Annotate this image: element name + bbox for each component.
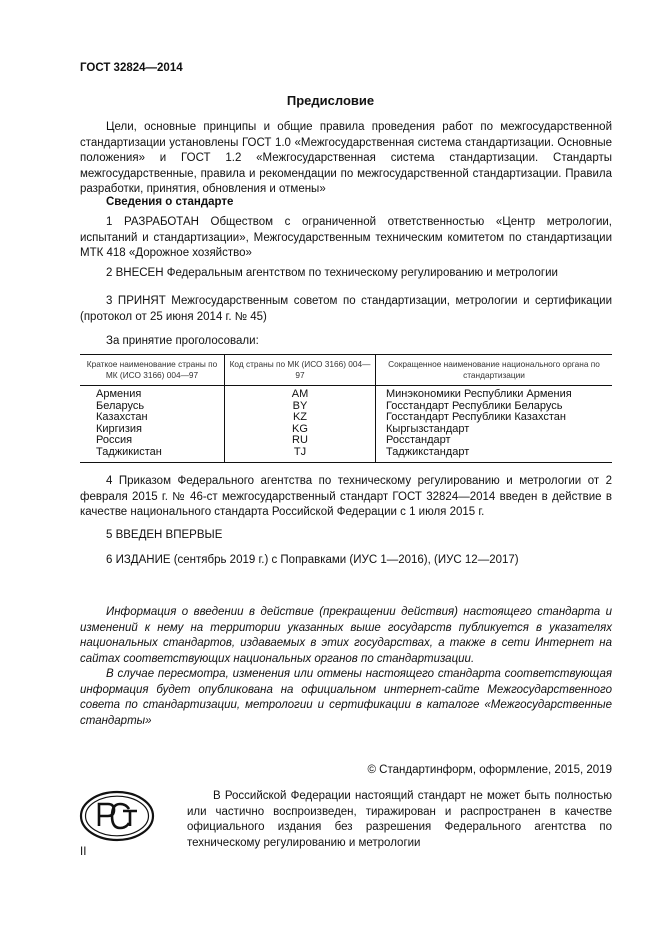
rst-logo-icon bbox=[79, 790, 155, 842]
cell-organ: Госстандарт Республики Казахстан bbox=[386, 411, 566, 424]
cell-organ: Таджикстандарт bbox=[376, 447, 613, 462]
publication-info-box bbox=[80, 605, 612, 729]
cell-organ: Госстандарт Республики Беларусь bbox=[386, 399, 563, 412]
cell-code: TJ bbox=[225, 447, 376, 462]
cell-code: KG bbox=[225, 424, 376, 436]
page-number: II bbox=[80, 846, 87, 858]
cell-code: KZ bbox=[225, 412, 376, 424]
cell-organ: Минэкономики Республики Армения bbox=[386, 388, 572, 400]
col-header-code: Код страны по МК (ИСО 3166) 004—97 bbox=[225, 355, 376, 386]
info-heading: Сведения о стандарте bbox=[106, 196, 234, 208]
cell-country: Таджикистан bbox=[80, 447, 225, 462]
document-header: ГОСТ 32824—2014 bbox=[80, 62, 183, 74]
col-header-country: Краткое наименование страны по МК (ИСО 3166) 004—97 bbox=[80, 355, 225, 386]
item-3-adopted: 3 ПРИНЯТ Межгосударственным советом по стандартизации, метрологии и сертификации (протокол от 25 июня 2014 г. № 45) bbox=[80, 295, 612, 323]
item-2-introduced: 2 ВНЕСЕН Федеральным агентством по техническому регулированию и метрологии bbox=[106, 267, 558, 279]
cell-country: Россия bbox=[80, 435, 225, 447]
publication-info-1: Информация о введении в действие (прекращении действия) настоящего стандарта и изменений к нему на территории указанных выше государств публикуется в указателях национальных стандартов, издаваемых в этих государствах, а также в сети Интернет на сайтах соответствующих национальных органов по стандартизации. bbox=[80, 606, 612, 665]
col-header-organ: Сокращенное наименование национального органа по стандартизации bbox=[376, 355, 613, 386]
cell-organ: Кыргызстандарт bbox=[386, 422, 470, 435]
item-5-first: 5 ВВЕДЕН ВПЕРВЫЕ bbox=[106, 529, 223, 541]
cell-code: BY bbox=[225, 401, 376, 413]
cell-country: Киргизия bbox=[80, 424, 225, 436]
cell-country: Армения bbox=[80, 386, 225, 401]
cell-code: AM bbox=[225, 386, 376, 401]
cell-code: RU bbox=[225, 435, 376, 447]
item-1-developed: 1 РАЗРАБОТАН Обществом с ограниченной ответственностью «Центр метрологии, испытаний и стандартизации», Межгосударственным техническим комитетом по стандартизации МТК 418 «Дорожное хозяйство» bbox=[80, 216, 612, 259]
table-header-row bbox=[80, 355, 612, 386]
voted-label: За принятие проголосовали: bbox=[106, 335, 259, 347]
table-row bbox=[80, 447, 612, 462]
cell-country: Беларусь bbox=[80, 401, 225, 413]
table-row bbox=[80, 424, 612, 436]
reproduction-notice: В Российской Федерации настоящий стандарт не может быть полностью или частично воспроизведен, тиражирован и распространен в качестве официального издания без разрешения Федерального агентства по техническому регулированию и метрологии bbox=[187, 790, 612, 849]
publication-info-2: В случае пересмотра, изменения или отмены настоящего стандарта соответствующая информация будет опубликована на официальном интернет-сайте Межгосударственного совета по стандартизации, метрологии и сертификации в каталоге «Межгосударственные стандарты» bbox=[80, 668, 612, 727]
item-6-edition: 6 ИЗДАНИЕ (сентябрь 2019 г.) с Поправками (ИУС 1—2016), (ИУС 12—2017) bbox=[106, 554, 519, 566]
cell-organ: Росстандарт bbox=[386, 434, 451, 447]
copyright-line: © Стандартинформ, оформление, 2015, 2019 bbox=[367, 764, 612, 776]
page-title: Предисловие bbox=[286, 93, 375, 108]
intro-paragraph: Цели, основные принципы и общие правила проведения работ по межгосударственной стандартизации установлены ГОСТ 1.0 «Межгосударственная система стандартизации. Основные положения» и ГОСТ 1.2 «Межгосударственная система стандартизации. Стандарты межгосударственные, правила и рекомендации по межгосударственной стандартизации. Правила разработки, принятия, обновления и отмены» bbox=[80, 121, 612, 195]
item-4-order: 4 Приказом Федерального агентства по техническому регулированию и метрологии от 2 февраля 2015 г. № 46-ст межгосударственный стандарт ГОСТ 32824—2014 введен в действие в качестве национального стандарта Российской Федерации с 1 июля 2015 г. bbox=[80, 475, 612, 518]
voting-table bbox=[80, 354, 612, 463]
table-row bbox=[80, 412, 612, 424]
table-row bbox=[80, 386, 612, 401]
cell-country: Казахстан bbox=[80, 412, 225, 424]
